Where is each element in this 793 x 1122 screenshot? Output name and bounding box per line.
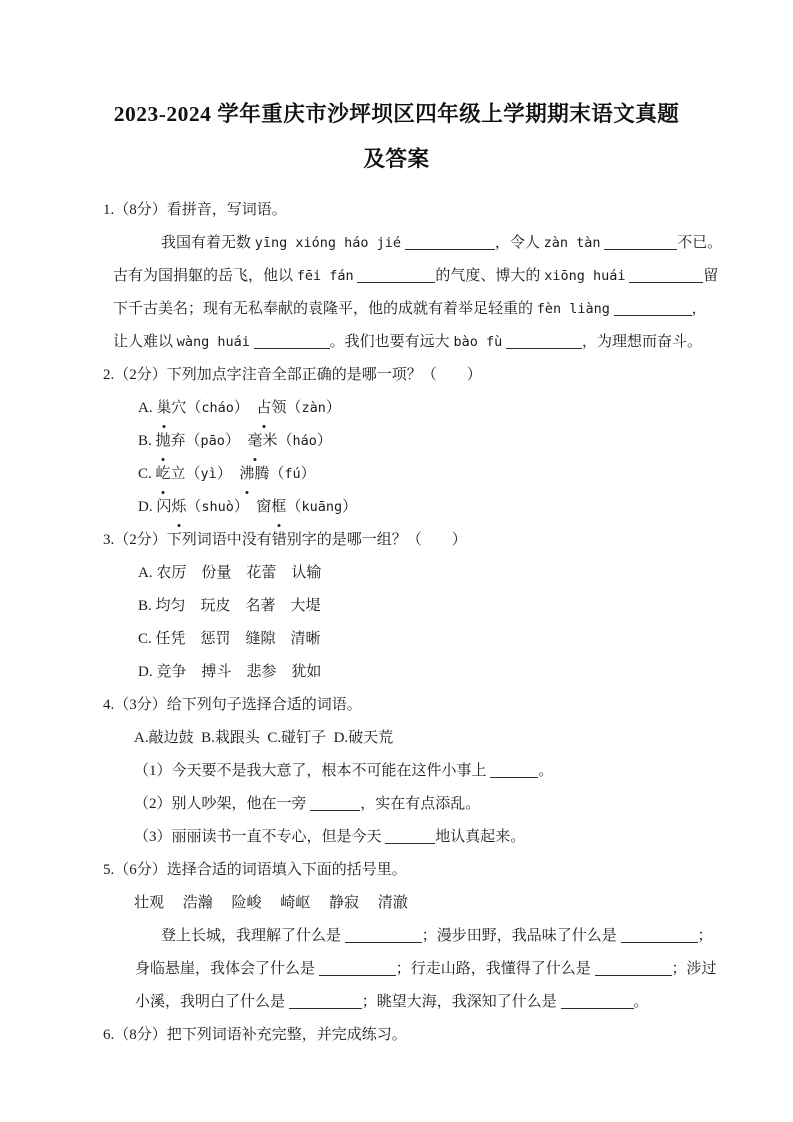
pinyin-text: yīng xióng háo jié xyxy=(254,235,402,251)
pinyin-text: pāo xyxy=(200,433,225,449)
question-line xyxy=(113,293,793,326)
text-run: D. 闪 xyxy=(138,499,172,515)
question-header: 4.（3分）给下列句子选择合适的词语。 xyxy=(103,697,362,713)
question-line xyxy=(138,623,793,656)
question-line xyxy=(138,491,793,524)
question-header: 3.（2分）下列词语中没有错别字的是哪一组？（ ） xyxy=(103,532,467,548)
question-line xyxy=(135,986,793,1019)
text-run: ） xyxy=(224,433,248,449)
text-run: （ xyxy=(286,499,302,515)
answer-blank xyxy=(490,763,538,778)
dotted-char: 抛 xyxy=(156,425,171,458)
pinyin-text: kuāng xyxy=(301,499,343,515)
text-run: 领（ xyxy=(271,400,302,416)
answer-blank xyxy=(629,268,703,283)
pinyin-text: háo xyxy=(292,433,317,449)
question-line xyxy=(135,953,793,986)
text-run: ；漫步田野，我品味了什么是 xyxy=(421,928,621,944)
pinyin-text: fèn liàng xyxy=(536,301,610,317)
dotted-char: 框 xyxy=(271,491,286,524)
text-run: ） xyxy=(342,499,358,515)
pinyin-text: wàng huái xyxy=(176,334,250,350)
text-run: D. 竞争 搏斗 悲参 犹如 xyxy=(138,664,322,680)
exam-title-line2: 及答案 xyxy=(363,147,430,171)
question-line xyxy=(134,821,793,854)
answer-blank xyxy=(621,928,698,943)
answer-blank xyxy=(310,796,360,811)
text-run: 登上长城，我理解了什么是 xyxy=(161,928,345,944)
exam-title-line1: 2023-2024 学年重庆市沙坪坝区四年级上学期期末语文真题 xyxy=(113,102,680,126)
question-line xyxy=(138,458,793,491)
answer-blank xyxy=(506,334,582,349)
text-run: 小溪，我明白了什么是 xyxy=(135,994,289,1010)
text-run: ， xyxy=(691,301,707,317)
text-run: 让人难以 xyxy=(113,334,177,350)
answer-blank xyxy=(595,961,672,976)
text-run: （2）别人吵架，他在一旁 xyxy=(134,796,311,812)
text-run: 立（ xyxy=(170,466,201,482)
dotted-char: 烁 xyxy=(171,491,186,524)
text-run: ） xyxy=(216,466,240,482)
text-run: ，为理想而奋斗。 xyxy=(581,334,702,350)
question-line xyxy=(113,260,793,293)
answer-blank xyxy=(604,235,677,250)
question-block xyxy=(103,194,793,359)
pinyin-text: fú xyxy=(284,466,301,482)
text-run: （ xyxy=(186,499,202,515)
question-line xyxy=(134,788,793,821)
question-line xyxy=(161,227,793,260)
question-header: 1.（8分）看拼音，写词语。 xyxy=(103,202,287,218)
text-run: 米（ xyxy=(262,433,293,449)
answer-blank xyxy=(614,301,692,316)
question-header: 6.（8分）把下列词语补充完整，并完成练习。 xyxy=(103,1027,407,1043)
question-block xyxy=(103,524,793,689)
answer-blank xyxy=(385,829,435,844)
text-run: ；涉过 xyxy=(671,961,717,977)
pinyin-text: cháo xyxy=(201,400,234,416)
answer-blank xyxy=(319,961,396,976)
pinyin-text: yì xyxy=(200,466,217,482)
pinyin-text: zàn tàn xyxy=(543,235,601,251)
question-block xyxy=(103,689,793,854)
text-run: 的气度、博大的 xyxy=(435,268,545,284)
text-run: （1）今天要不是我大意了，根本不可能在这件小事上 xyxy=(134,763,491,779)
text-run: ，实在有点添乱。 xyxy=(360,796,481,812)
text-run: 古有为国捐躯的岳飞，他以 xyxy=(113,268,297,284)
text-run: 弃（ xyxy=(170,433,201,449)
text-run: A.敲边鼓 B.栽跟头 C.碰钉子 D.破天荒 xyxy=(134,730,394,746)
text-run: ； xyxy=(697,928,713,944)
exam-title xyxy=(0,0,793,182)
text-run: 穴（ xyxy=(171,400,202,416)
answer-blank xyxy=(289,994,362,1009)
text-run: ；行走山路，我懂得了什么是 xyxy=(395,961,595,977)
exam-body xyxy=(103,194,793,1052)
pinyin-text: fēi fán xyxy=(296,268,354,284)
text-run: C. xyxy=(138,466,156,482)
dotted-char: 占 xyxy=(256,392,271,425)
pinyin-text: xiōng huái xyxy=(544,268,626,284)
answer-blank xyxy=(561,994,634,1009)
question-block xyxy=(103,854,793,1019)
dotted-char: 沸 xyxy=(239,458,254,491)
dotted-char: 屹 xyxy=(156,458,171,491)
text-run: ） xyxy=(325,400,341,416)
text-run: 我国有着无数 xyxy=(161,235,255,251)
pinyin-text: bào fù xyxy=(453,334,503,350)
pinyin-text: zàn xyxy=(301,400,326,416)
question-block xyxy=(103,359,793,524)
question-line xyxy=(138,656,793,689)
text-run: C. 任凭 惩罚 缝隙 清晰 xyxy=(138,631,321,647)
text-run: 身临悬崖，我体会了什么是 xyxy=(135,961,319,977)
text-run: 留 xyxy=(703,268,719,284)
question-header: 5.（6分）选择合适的词语填入下面的括号里。 xyxy=(103,862,407,878)
question-line xyxy=(113,326,793,359)
text-run: ；眺望大海，我深知了什么是 xyxy=(361,994,561,1010)
text-run: A. xyxy=(138,400,157,416)
text-run: 。 xyxy=(633,994,649,1010)
text-run: 下千古美名；现有无私奉献的袁隆平，他的成就有着举足轻重的 xyxy=(113,301,537,317)
answer-blank xyxy=(357,268,435,283)
question-line xyxy=(138,425,793,458)
text-run: ） 窗 xyxy=(233,499,272,515)
text-run: 。 xyxy=(538,763,554,779)
text-run: A. 农厉 份量 花蕾 认输 xyxy=(138,565,322,581)
question-line xyxy=(138,557,793,590)
question-block xyxy=(103,1019,793,1052)
text-run: B. 均匀 玩皮 名著 大堤 xyxy=(138,598,321,614)
text-run: 不已。 xyxy=(677,235,723,251)
text-run: B. xyxy=(138,433,156,449)
dotted-char: 毫 xyxy=(247,425,262,458)
answer-blank xyxy=(345,928,422,943)
pinyin-text: shuò xyxy=(201,499,234,515)
text-run: ） xyxy=(316,433,332,449)
question-line xyxy=(134,722,793,755)
answer-blank xyxy=(254,334,330,349)
question-line xyxy=(134,755,793,788)
text-run: 腾（ xyxy=(254,466,285,482)
question-line xyxy=(134,887,793,920)
text-run: ） xyxy=(233,400,257,416)
question-line xyxy=(138,590,793,623)
question-line xyxy=(161,920,793,953)
text-run: ） xyxy=(300,466,316,482)
text-run: （3）丽丽读书一直不专心，但是今天 xyxy=(134,829,386,845)
question-header: 2.（2分）下列加点字注音全部正确的是哪一项？（ ） xyxy=(103,367,482,383)
text-run: 壮观 浩瀚 险峻 崎岖 静寂 清澈 xyxy=(134,895,408,911)
text-run: ，令人 xyxy=(494,235,544,251)
question-line xyxy=(138,392,793,425)
text-run: 。我们也要有远大 xyxy=(329,334,454,350)
text-run: 地认真起来。 xyxy=(435,829,526,845)
answer-blank xyxy=(405,235,495,250)
dotted-char: 巢 xyxy=(156,392,171,425)
